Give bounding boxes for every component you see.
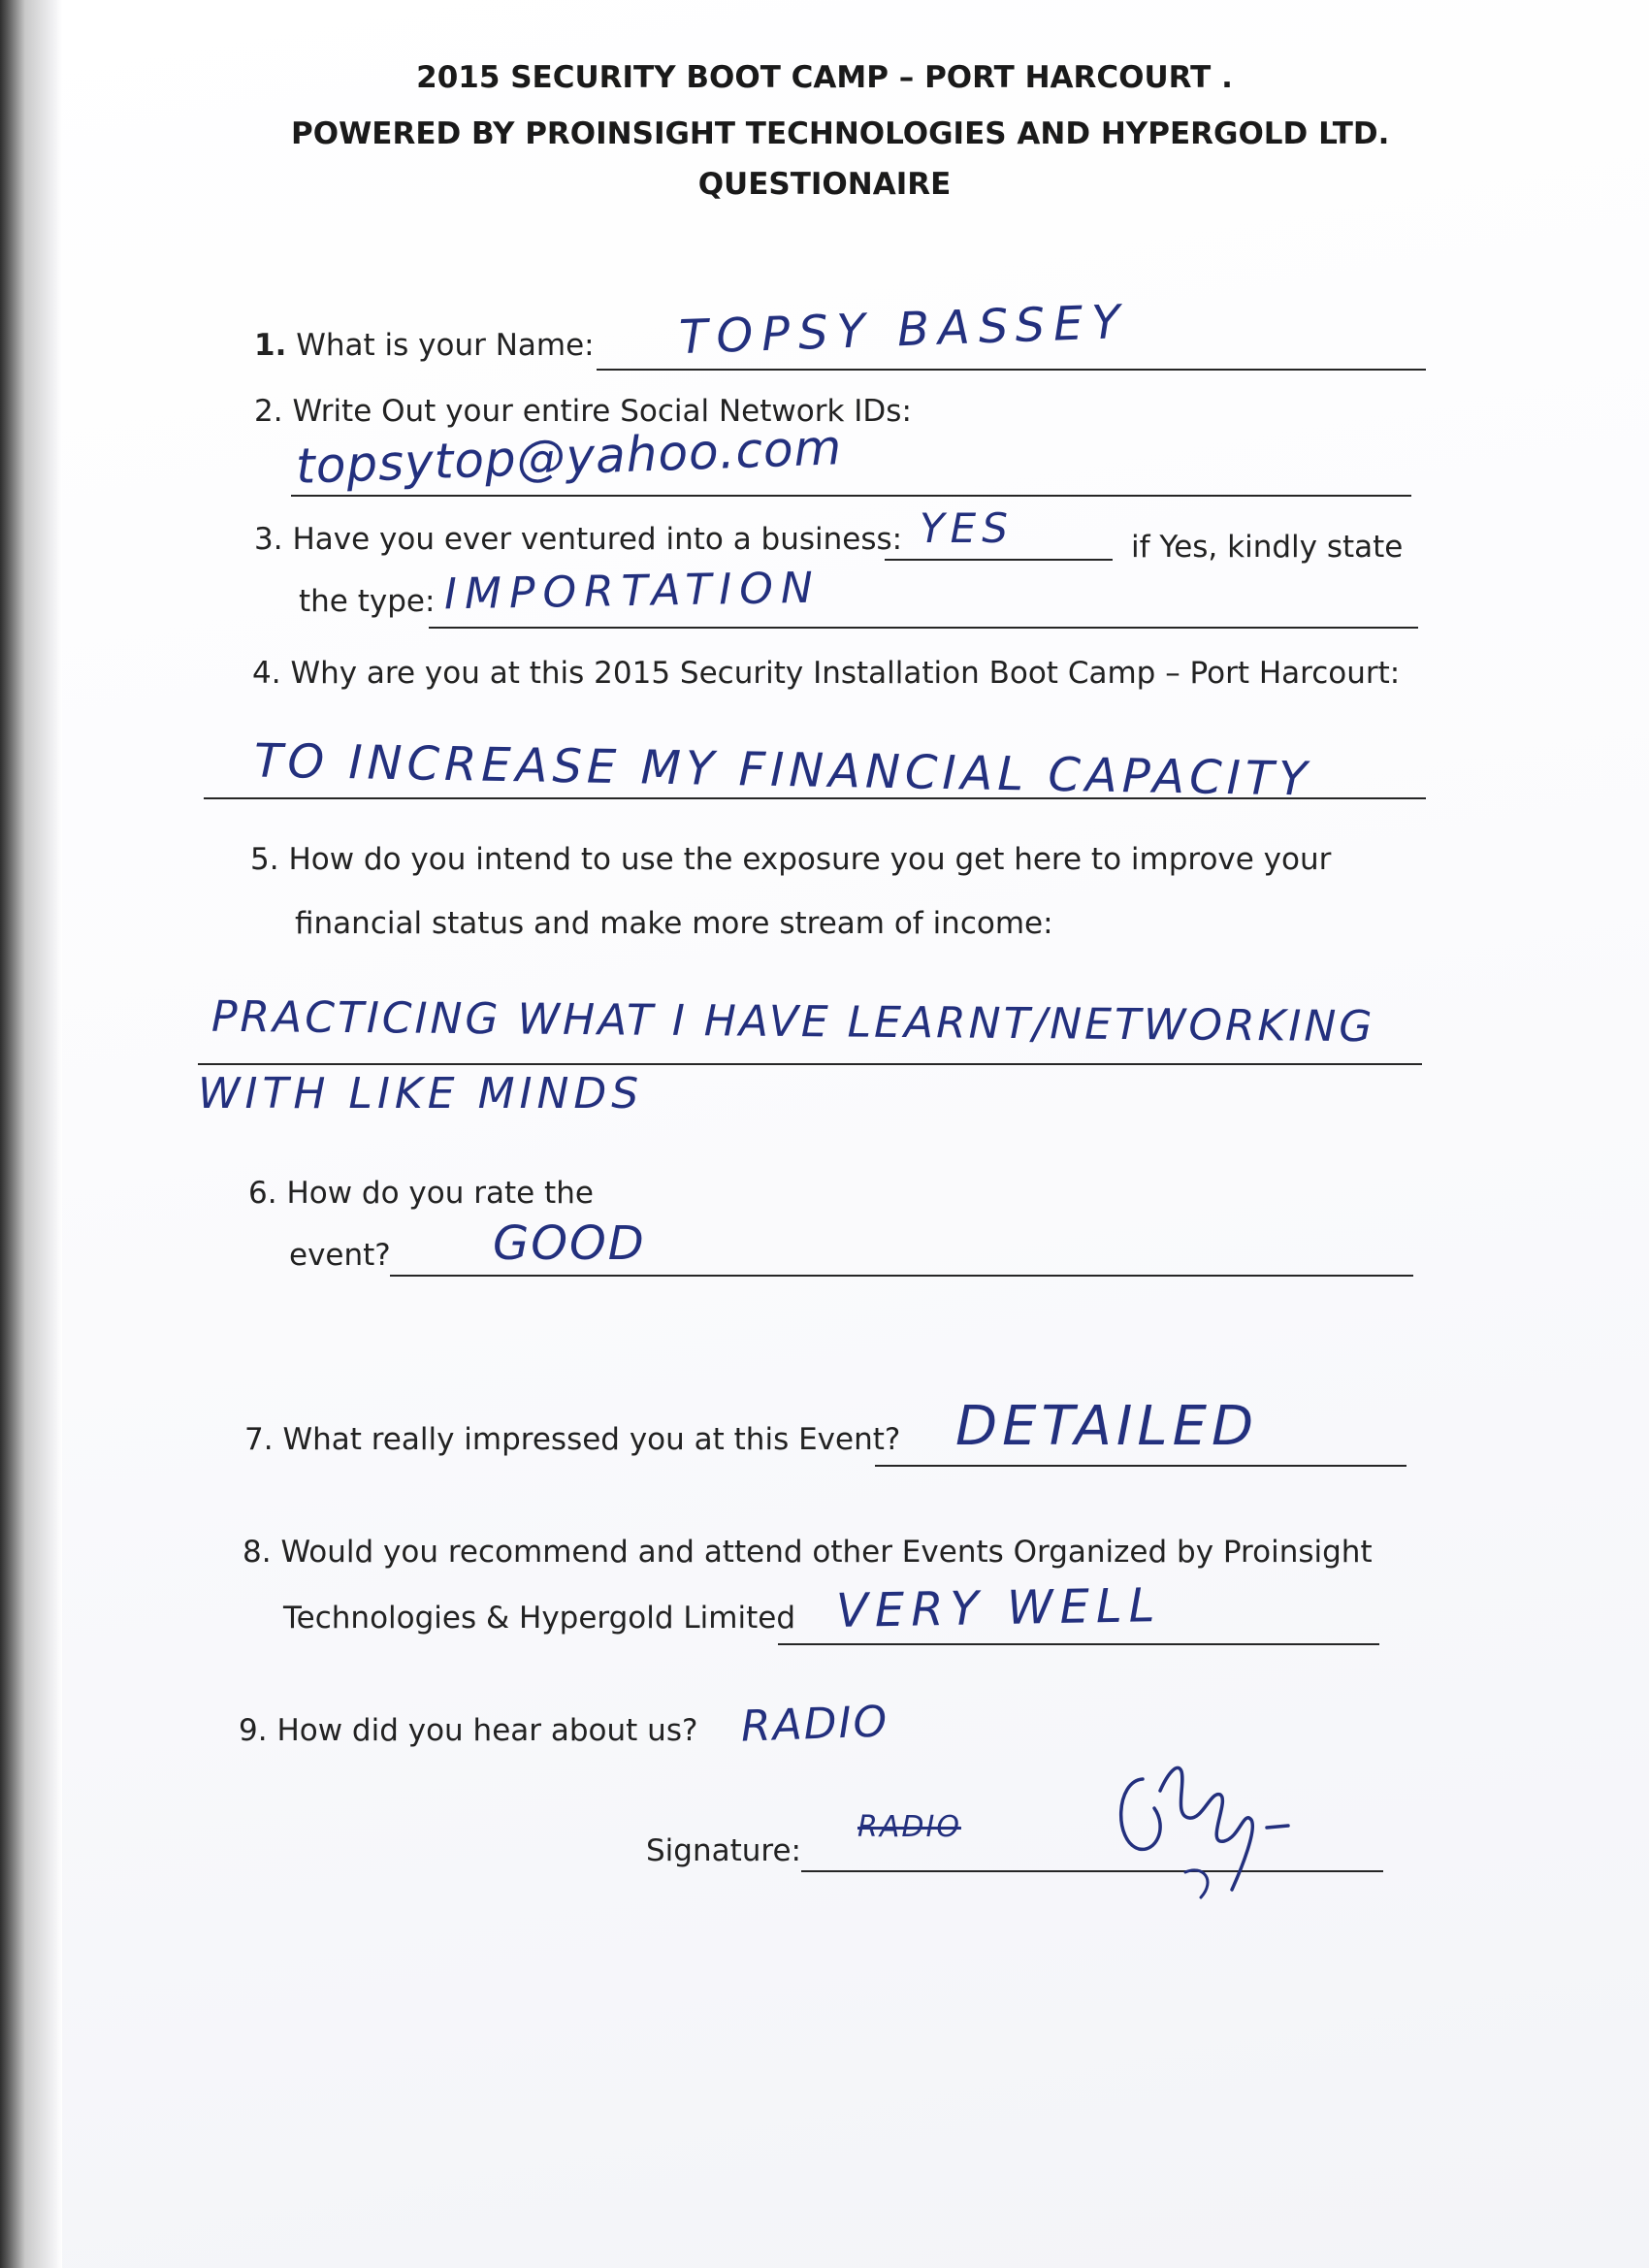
question-number: 1. <box>254 328 287 363</box>
question-5-cont: financial status and make more stream of income: <box>295 906 1053 941</box>
answer-line-1 <box>597 369 1426 371</box>
answer-6[interactable]: GOOD <box>493 1216 646 1271</box>
question-7 <box>244 1422 900 1457</box>
answer-3-yes[interactable]: YES <box>920 504 1014 552</box>
answer-line-7 <box>875 1465 1406 1467</box>
question-6 <box>248 1176 594 1211</box>
answer-line-6 <box>390 1275 1413 1277</box>
question-text: Would you recommend and attend other Events Organized by Proinsight <box>280 1535 1373 1570</box>
answer-2[interactable]: topsytop@yahoo.com <box>295 419 844 495</box>
question-8 <box>242 1535 1373 1570</box>
question-number: 3. <box>254 522 283 557</box>
question-number: 6. <box>248 1176 277 1211</box>
answer-1[interactable]: TOPSY BASSEY <box>678 294 1130 366</box>
scan-edge <box>0 0 62 2268</box>
answer-line-3b <box>429 627 1418 629</box>
question-text: How do you intend to use the exposure you get here to improve your <box>288 842 1332 877</box>
question-3 <box>254 522 902 557</box>
answer-9[interactable]: RADIO <box>740 1697 890 1752</box>
question-4 <box>252 656 1400 691</box>
answer-8[interactable]: VERY WELL <box>835 1578 1162 1638</box>
answer-4[interactable]: TO INCREASE MY FINANCIAL CAPACITY <box>253 733 1312 807</box>
question-6-cont: event? <box>289 1238 391 1273</box>
question-9 <box>239 1713 697 1748</box>
question-text: Why are you at this 2015 Security Installation Boot Camp – Port Harcourt: <box>290 656 1401 691</box>
answer-5[interactable]: PRACTICING WHAT I HAVE LEARNT/NETWORKING <box>210 991 1375 1053</box>
question-3-cont: if Yes, kindly state <box>1131 530 1404 565</box>
question-text: What really impressed you at this Event? <box>282 1422 901 1457</box>
form-title: 2015 SECURITY BOOT CAMP – PORT HARCOURT . <box>416 60 1233 95</box>
question-text: How did you hear about us? <box>276 1713 698 1748</box>
answer-line-8 <box>778 1643 1379 1645</box>
signature-label: Signature: <box>646 1833 801 1868</box>
answer-line-5 <box>198 1063 1422 1065</box>
question-number: 4. <box>252 656 281 691</box>
signature-scribble <box>1096 1752 1329 1907</box>
answer-3-type[interactable]: IMPORTATION <box>443 563 822 620</box>
question-text: Write Out your entire Social Network IDs: <box>292 394 912 429</box>
answer-5-line-2[interactable]: WITH LIKE MINDS <box>198 1069 644 1118</box>
question-number: 2. <box>254 394 283 429</box>
form-heading: QUESTIONAIRE <box>697 167 952 202</box>
form-subtitle: POWERED BY PROINSIGHT TECHNOLOGIES AND HYPERGOLD LTD. <box>291 116 1390 151</box>
question-1 <box>254 328 595 363</box>
question-number: 5. <box>250 842 279 877</box>
answer-line-3a <box>885 559 1113 561</box>
question-number: 9. <box>239 1713 268 1748</box>
question-3-type: the type: <box>299 584 436 619</box>
signature-struck-text: RADIO <box>857 1810 961 1844</box>
answer-line-2 <box>291 495 1411 497</box>
question-5 <box>250 842 1331 877</box>
question-text: What is your Name: <box>296 328 595 363</box>
answer-7[interactable]: DETAILED <box>955 1395 1259 1458</box>
question-text: Have you ever ventured into a business: <box>292 522 903 557</box>
question-8-cont: Technologies & Hypergold Limited <box>283 1601 796 1636</box>
question-text: How do you rate the <box>286 1176 594 1211</box>
question-number: 8. <box>242 1535 272 1570</box>
question-number: 7. <box>244 1422 274 1457</box>
